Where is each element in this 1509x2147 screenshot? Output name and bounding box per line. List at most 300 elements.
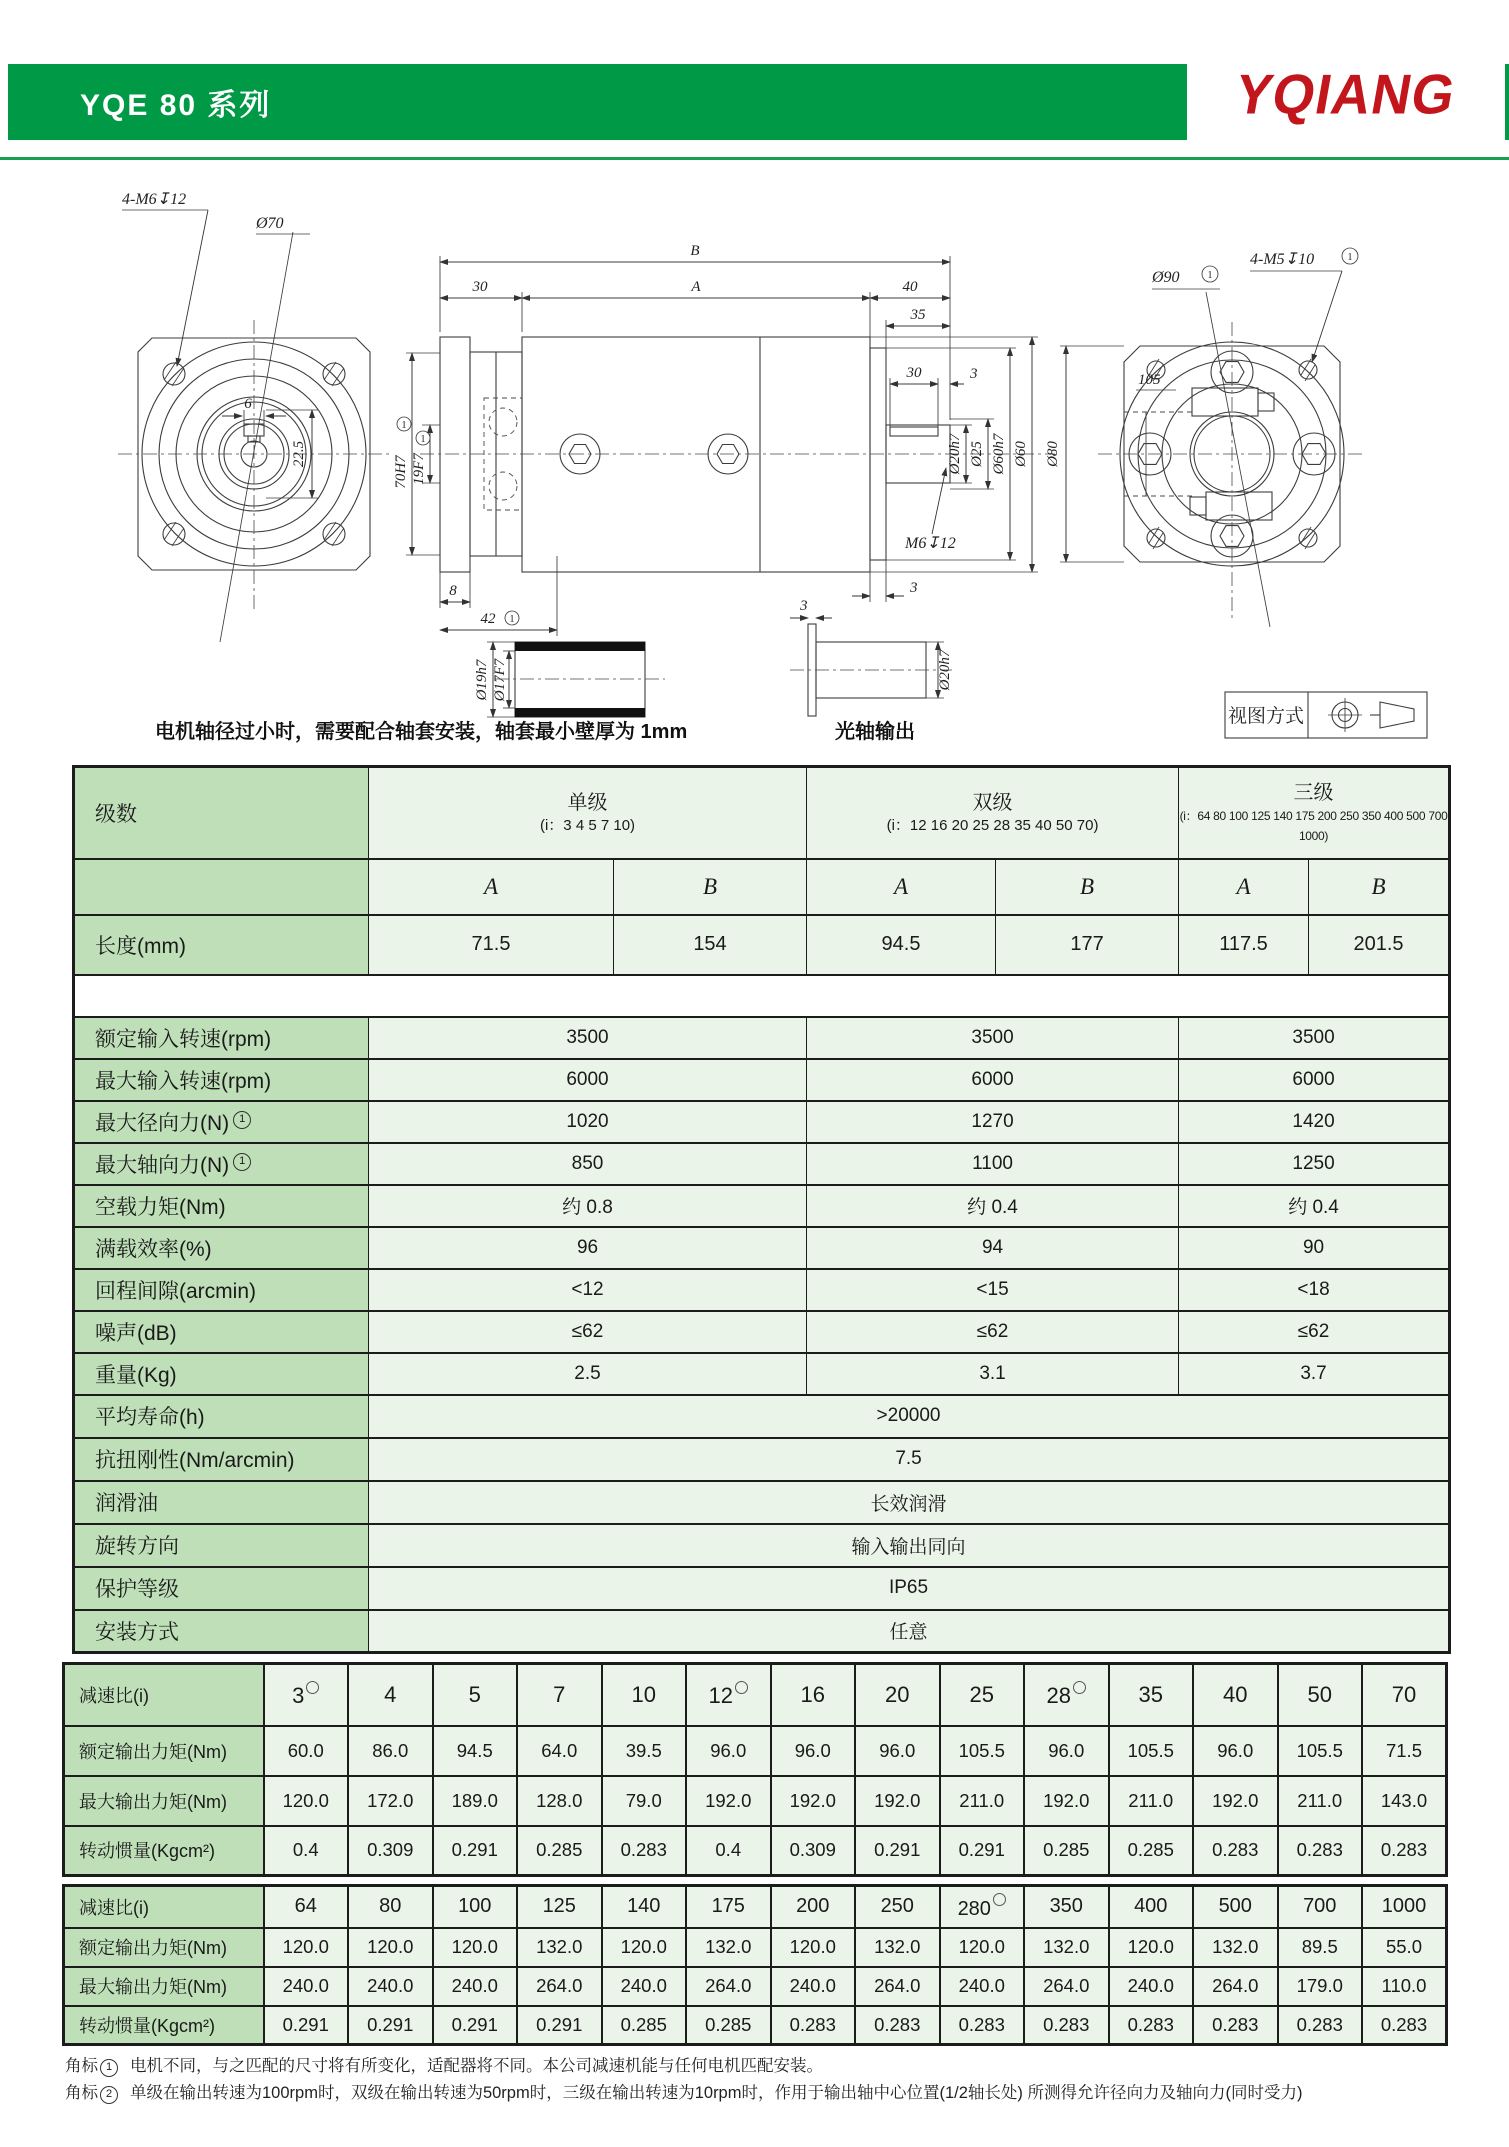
ratio-value-cell [1362, 1776, 1447, 1826]
ratio-header-cell [602, 1886, 687, 1928]
ratio-value: 0.283 [958, 2013, 1005, 2035]
ratio-value: 192.0 [1043, 1789, 1090, 1811]
spec-length-label: 长度(mm) [74, 915, 369, 975]
ratio-header-cell [602, 1664, 687, 1726]
ratio-value: 132.0 [874, 1936, 921, 1957]
ratio-value-cell [517, 1776, 602, 1826]
ratio-value: 132.0 [705, 1936, 752, 1957]
ratio-value: 120.0 [958, 1936, 1005, 1957]
ratio-value: 120.0 [282, 1789, 329, 1811]
footnote-1-mark-icon: 1 [100, 2059, 118, 2077]
ratio-value-cell [940, 1826, 1025, 1876]
spec-value: 1420 [1292, 1110, 1335, 1132]
ratio-value: 0.291 [367, 2013, 414, 2035]
ratio-header-cell [1278, 1886, 1363, 1928]
ratio-value: 0.283 [789, 2013, 836, 2035]
spec-ab-row [74, 859, 1450, 915]
spec-row-label-text: 保护等级 [95, 1578, 179, 1601]
ratio-row [64, 1928, 1447, 1967]
shaft-output-caption: 光轴输出 [835, 721, 915, 743]
footnote-ref-icon: 1 [509, 614, 515, 625]
ratio-value: 100 [458, 1895, 492, 1918]
ratio-value: 28 [1046, 1682, 1071, 1708]
spec-value: 约 0.8 [562, 1197, 613, 1218]
dim-key-height: 22.5 [291, 440, 307, 468]
ratio-header-cell [940, 1886, 1025, 1928]
ratio-header-cell [348, 1886, 433, 1928]
spec-value-cell [1179, 1143, 1450, 1185]
dim-42: 42 [480, 611, 496, 627]
spec-value: 3.7 [1300, 1362, 1327, 1384]
ratio-row-label-text: 减速比(i) [79, 1685, 149, 1706]
ratio-value: 0.283 [1296, 1839, 1343, 1861]
ratio-value-cell [602, 1726, 687, 1776]
ratio-value-cell [1193, 1776, 1278, 1826]
spec-row-label-text: 旋转方向 [95, 1535, 179, 1558]
ratio-row [64, 2006, 1447, 2045]
spec-value: 2.5 [574, 1362, 601, 1384]
bore-19f7-label: 19F7 [411, 453, 427, 485]
ratio-row-label [64, 1826, 264, 1876]
ratio-row-label-text: 额定输出力矩(Nm) [79, 1741, 227, 1762]
shaft-dia-label: Ø20h7 [937, 649, 953, 691]
ratio-header-cell [433, 1886, 518, 1928]
ratio-value: 50 [1307, 1681, 1332, 1707]
brand-logo [1187, 40, 1505, 150]
spec-fullwidth-row [74, 1481, 1450, 1524]
ratio-value: 264.0 [536, 1975, 583, 1996]
ratio-value-cell [1109, 1928, 1194, 1967]
spec-fullwidth-row [74, 1438, 1450, 1481]
ratio-value-cell [1109, 2006, 1194, 2045]
ratio-row-label-text: 减速比(i) [79, 1897, 149, 1918]
ratio-value: 0.283 [620, 1839, 667, 1861]
ratio-value: 0.291 [874, 1839, 921, 1861]
ratio-value: 211.0 [1297, 1789, 1343, 1811]
ratio-value-cell [771, 1967, 856, 2006]
ratio-value: 94.5 [456, 1739, 493, 1761]
spec-length-row [74, 915, 1450, 975]
spec-row-label-text: 润滑油 [95, 1492, 158, 1515]
dim-key-width: 6 [244, 396, 252, 412]
front-flange-dia-label: Ø70 [256, 215, 284, 232]
spec-value: <15 [976, 1278, 1009, 1300]
ratio-value-cell [855, 2006, 940, 2045]
footnote-ref-icon: 1 [1347, 252, 1353, 263]
ratio-header-cell [940, 1664, 1025, 1726]
spec-merged-value-cell [369, 1481, 1450, 1524]
ratio-value: 264.0 [874, 1975, 921, 1996]
ratio-value-cell [771, 2006, 856, 2045]
spec-value-cell [369, 1185, 807, 1227]
spec-data-row [74, 1059, 1450, 1101]
spec-ab-empty-cell [74, 859, 369, 915]
spec-value: ≤62 [976, 1320, 1009, 1342]
spec-data-row [74, 1227, 1450, 1269]
spec-value-cell [807, 1311, 1179, 1353]
ratio-row-label [64, 1928, 264, 1967]
spec-value: 90 [1302, 1236, 1325, 1258]
spec-value-cell [807, 1059, 1179, 1101]
ratio-value-cell [855, 1776, 940, 1826]
spec-value-cell [369, 1101, 807, 1143]
ratio-value: 140 [627, 1895, 661, 1918]
ratio-header-cell [771, 1664, 856, 1726]
ratio-value-cell [433, 2006, 518, 2045]
ratio-value-cell [1024, 1826, 1109, 1876]
ratio-value: 350 [1049, 1895, 1083, 1918]
spec-value: 3500 [1292, 1026, 1335, 1048]
spec-value: ≤62 [1297, 1320, 1330, 1342]
spec-value-cell [1179, 1227, 1450, 1269]
ratio-value-cell [517, 1726, 602, 1776]
ratio-header-cell [1193, 1664, 1278, 1726]
spec-data-row [74, 1311, 1450, 1353]
spec-value-cell [369, 1227, 807, 1269]
shaft-dim-3: 3 [800, 598, 808, 614]
ratio-header-cell [686, 1664, 771, 1726]
ratio-header-cell [855, 1886, 940, 1928]
ratio-row [64, 1826, 1447, 1876]
ratio-value-cell [1278, 1928, 1363, 1967]
ratio-value-cell [771, 1826, 856, 1876]
ratio-value: 3 [292, 1682, 305, 1708]
spec-value: 6000 [566, 1068, 609, 1090]
ratio-header-cell [1024, 1664, 1109, 1726]
ratio-value-cell [348, 1967, 433, 2006]
ratio-value-cell [1278, 2006, 1363, 2045]
spec-row-label-text: 抗扭刚性(Nm/arcmin) [95, 1449, 295, 1472]
spec-fullwidth-row [74, 1567, 1450, 1610]
spec-data-row [74, 1353, 1450, 1395]
ratio-value-cell [1024, 1967, 1109, 2006]
spec-value: 约 0.4 [967, 1197, 1018, 1218]
ratio-value: 400 [1134, 1895, 1168, 1918]
spec-fullwidth-row [74, 1395, 1450, 1438]
footnote-ref-icon: 1 [401, 420, 407, 431]
ratio-value: 240.0 [789, 1975, 836, 1996]
spec-value: 1100 [972, 1152, 1013, 1174]
ratio-value-cell [940, 1967, 1025, 2006]
ratio-value: 25 [969, 1681, 994, 1707]
ratio-value-cell [348, 2006, 433, 2045]
spec-row-label-text: 空载力矩(Nm) [95, 1195, 226, 1219]
ratio-row-label-text: 额定输出力矩(Nm) [79, 1938, 227, 1958]
ratio-value: 240.0 [1127, 1975, 1174, 1996]
spec-value-cell [807, 1143, 1179, 1185]
spec-row-label-text: 噪声(dB) [95, 1321, 177, 1345]
spec-row-label [74, 1101, 369, 1143]
footnote-ref-icon: 1 [233, 1111, 251, 1129]
spec-value: 6000 [1292, 1068, 1335, 1090]
ratio-value-cell [1193, 1826, 1278, 1876]
ratio-value: 120.0 [1127, 1936, 1174, 1957]
ratio-value: 192.0 [1212, 1789, 1259, 1811]
spec-value: 3.1 [979, 1362, 1006, 1384]
spec-merged-value-cell [369, 1395, 1450, 1438]
spec-data-row [74, 1101, 1450, 1143]
ratio-value: 240.0 [282, 1975, 329, 1996]
ratio-value: 0.283 [1043, 2013, 1090, 2035]
preferred-mark-icon [1073, 1681, 1086, 1694]
spec-value: 1250 [1292, 1152, 1335, 1174]
ratio-value-cell [1278, 1967, 1363, 2006]
ratio-value: 0.283 [1380, 1839, 1428, 1861]
ratio-row-label [64, 1726, 264, 1776]
ratio-value: 96.0 [1217, 1739, 1254, 1761]
spec-value-cell [807, 1101, 1179, 1143]
ratio-value: 175 [711, 1895, 745, 1918]
bushing-note: 电机轴径过小时，需要配合轴套安装，轴套最小壁厚为 1mm [155, 721, 688, 743]
ratio-value: 4 [384, 1681, 397, 1707]
spec-row-label-text: 额定输入转速(rpm) [95, 1027, 272, 1051]
spacer-row [74, 975, 1450, 1017]
ratio-value: 192.0 [789, 1789, 836, 1811]
ratio-value: 0.283 [1212, 2013, 1259, 2035]
ratio-value-cell [686, 1967, 771, 2006]
ratio-value-cell [686, 2006, 771, 2045]
ratio-value: 0.291 [282, 2013, 329, 2035]
ratio-value-cell [1362, 2006, 1447, 2045]
ratio-value: 240.0 [958, 1975, 1005, 1996]
ratio-value: 280 [957, 1897, 991, 1920]
dia-60h7-label: Ø60h7 [991, 433, 1007, 475]
spec-row-label-text: 最大输入转速(rpm) [95, 1069, 272, 1093]
footnote-ref-icon: 1 [420, 434, 426, 445]
ratio-value-cell [686, 1776, 771, 1826]
spec-value-cell [369, 1017, 807, 1059]
ratio-value: 132.0 [1212, 1936, 1259, 1957]
ratio-value-cell [1278, 1826, 1363, 1876]
ratio-value-cell [1024, 2006, 1109, 2045]
spec-value: 1270 [971, 1110, 1014, 1132]
spec-value-cell [369, 1143, 807, 1185]
spacer-cell [74, 975, 1450, 1017]
dim-3: 3 [910, 580, 918, 596]
spec-row-label-text: 回程间隙(arcmin) [95, 1279, 256, 1303]
ratio-value-cell [1362, 1726, 1447, 1776]
spec-value-cell [807, 1353, 1179, 1395]
length-value: 177 [996, 915, 1179, 975]
ratio-value-cell [602, 2006, 687, 2045]
spec-value-cell [1179, 1185, 1450, 1227]
ratio-value: 12 [708, 1682, 733, 1708]
spec-value-cell [1179, 1059, 1450, 1101]
ratio-value: 96.0 [794, 1739, 831, 1761]
ratio-value: 35 [1138, 1681, 1163, 1707]
bushing-outer-dia-label: Ø19h7 [474, 659, 490, 701]
ratio-value: 0.4 [715, 1839, 742, 1861]
dim-35: 35 [910, 307, 926, 323]
dim-40: 40 [902, 279, 918, 295]
spec-value: 输入输出同向 [851, 1536, 966, 1558]
spec-row-label [74, 1017, 369, 1059]
ratio-value: 96.0 [710, 1739, 747, 1761]
ratio-value-cell [1278, 1726, 1363, 1776]
ratio-value-cell [1109, 1776, 1194, 1826]
rear-bolt-label: 4-M5↧10 [1250, 251, 1315, 268]
spec-row-label-text: 满载效率(%) [95, 1237, 212, 1261]
ratio-value: 105.5 [1127, 1739, 1174, 1761]
ratio-header-cell [1362, 1886, 1447, 1928]
technical-drawings [60, 172, 1450, 760]
ratio-value-cell [1193, 1928, 1278, 1967]
ratio-row-label-text: 转动惯量(Kgcm²) [79, 1841, 215, 1862]
page-title: YQE 80 系列 [80, 89, 272, 122]
ratio-value: 0.283 [1380, 2013, 1428, 2035]
ratio-value-cell [1024, 1726, 1109, 1776]
column-b-header: B [614, 859, 807, 915]
spec-row-label [74, 1185, 369, 1227]
spec-value-cell [1179, 1101, 1450, 1143]
ratio-value: 0.291 [451, 2013, 498, 2035]
ratio-table-1 [62, 1662, 1448, 1877]
ratio-value: 105.5 [958, 1739, 1005, 1761]
ratio-value-cell [940, 1726, 1025, 1776]
spec-table [72, 765, 1451, 1654]
ratio-value: 0.283 [1212, 1839, 1259, 1861]
ratio-value-cell [771, 1726, 856, 1776]
ratio-value: 120.0 [620, 1936, 667, 1957]
ratio-value: 189.0 [451, 1789, 498, 1811]
ratio-value: 192.0 [705, 1789, 752, 1811]
pilot-70h7-label: 70H7 [393, 455, 409, 489]
header-divider [0, 157, 1509, 160]
ratio-row-label-text: 转动惯量(Kgcm²) [79, 2015, 215, 2036]
spec-data-row [74, 1017, 1450, 1059]
ratio-value: 179.0 [1296, 1975, 1343, 1996]
ratio-row-label [64, 1967, 264, 2006]
ratio-value-cell [1193, 2006, 1278, 2045]
ratio-value: 128.0 [536, 1789, 583, 1811]
ratio-value-cell [686, 1826, 771, 1876]
length-value: 154 [614, 915, 807, 975]
spec-row-label [74, 1353, 369, 1395]
ratio-value-cell [1362, 1826, 1447, 1876]
spec-value: 96 [576, 1236, 599, 1258]
ratio-value-cell [1109, 1726, 1194, 1776]
ratio-value-cell [517, 1826, 602, 1876]
ratio-value: 7 [553, 1681, 566, 1707]
brand-logo-text: YQIANG [1230, 63, 1462, 127]
spec-value: ≤62 [571, 1320, 604, 1342]
ratio-value-cell [1278, 1776, 1363, 1826]
ratio-header-cell [686, 1886, 771, 1928]
front-view-drawing [118, 191, 390, 642]
ratio-row [64, 1664, 1447, 1726]
ratio-row-label [64, 1886, 264, 1928]
ratio-value: 64.0 [541, 1739, 578, 1761]
ratio-value-cell [348, 1826, 433, 1876]
ratio-value: 125 [542, 1895, 576, 1918]
spec-row-label [74, 1567, 369, 1610]
spec-data-row [74, 1269, 1450, 1311]
ratio-value-cell [264, 1967, 349, 2006]
ratio-header-cell [517, 1664, 602, 1726]
footnote-text: 电机不同，与之匹配的尺寸将有所变化，适配器将不同。本公司减速机能与任何电机匹配安装。 [130, 2057, 823, 2075]
spec-group-triple-stage: 三级 (i：64 80 100 125 140 175 200 250 350 400 500 700 1000) [1179, 767, 1450, 859]
spec-value-cell [369, 1059, 807, 1101]
ratio-header-cell [771, 1886, 856, 1928]
spec-data-row [74, 1185, 1450, 1227]
ratio-value: 120.0 [367, 1936, 414, 1957]
spec-value-cell [369, 1269, 807, 1311]
spec-value-cell [369, 1353, 807, 1395]
ratio-value: 105.5 [1296, 1739, 1343, 1761]
column-a-header: A [1179, 859, 1309, 915]
ratio-value-cell [602, 1928, 687, 1967]
ratio-value: 211.0 [1128, 1789, 1174, 1811]
ratio-value-cell [686, 1928, 771, 1967]
preferred-mark-icon [735, 1681, 748, 1694]
ratio-header-cell [1024, 1886, 1109, 1928]
spec-value-cell [1179, 1311, 1450, 1353]
spec-group-double-stage: 双级 (i：12 16 20 25 28 35 40 50 70) [807, 767, 1179, 859]
column-b-header: B [1309, 859, 1450, 915]
spec-value: IP65 [888, 1577, 929, 1598]
ratio-value: 0.309 [367, 1839, 414, 1861]
ratio-value: 0.285 [705, 2013, 752, 2035]
rear-view-drawing [1045, 248, 1366, 627]
ratio-value: 200 [796, 1895, 830, 1918]
ratio-value: 120.0 [789, 1936, 836, 1957]
column-a-header: A [369, 859, 614, 915]
ratio-value: 0.309 [789, 1839, 836, 1861]
front-bolt-label: 4-M6↧12 [122, 191, 187, 208]
ratio-value-cell [1024, 1928, 1109, 1967]
spec-value-cell [369, 1311, 807, 1353]
ratio-header-cell [348, 1664, 433, 1726]
spec-row-label [74, 1059, 369, 1101]
ratio-row [64, 1726, 1447, 1776]
length-value: 117.5 [1179, 915, 1309, 975]
ratio-value: 0.283 [1296, 2013, 1343, 2035]
ratio-value-cell [348, 1776, 433, 1826]
footnote-text: 单级在输出转速为100rpm时，双级在输出转速为50rpm时，三级在输出转速为10rpm时，作用于输出轴中心位置(1/2轴长处) 所测得允许径向力及轴向力(同时受力) [130, 2084, 1303, 2102]
ratio-value-cell [264, 2006, 349, 2045]
spec-fullwidth-row [74, 1524, 1450, 1567]
ratio-value-cell [264, 1776, 349, 1826]
ratio-value-cell [433, 1826, 518, 1876]
spec-header-level: 级数 [74, 767, 369, 859]
spec-value: 长效润滑 [870, 1493, 947, 1515]
ratio-header-cell [264, 1886, 349, 1928]
ratio-value-cell [602, 1776, 687, 1826]
ratio-header-cell [1193, 1886, 1278, 1928]
column-b-header: B [996, 859, 1179, 915]
spec-row-label [74, 1438, 369, 1481]
ratio-value: 264.0 [705, 1975, 752, 1996]
ratio-value-cell [771, 1776, 856, 1826]
ratio-value: 132.0 [536, 1936, 583, 1957]
ratio-value-cell [1362, 1967, 1447, 2006]
ratio-value-cell [517, 1928, 602, 1967]
ratio-value: 240.0 [620, 1975, 667, 1996]
ratio-value-cell [940, 2006, 1025, 2045]
spec-value-cell [807, 1227, 1179, 1269]
ratio-value-cell [686, 1726, 771, 1776]
spec-row-label [74, 1143, 369, 1185]
footnote-1 [65, 2052, 823, 2077]
spec-fullwidth-row [74, 1610, 1450, 1653]
spec-value: 6000 [971, 1068, 1014, 1090]
tap-label: M6↧12 [905, 535, 956, 552]
spec-group-single-stage: 单级 (i：3 4 5 7 10) [369, 767, 807, 859]
ratio-value: 80 [379, 1895, 402, 1918]
ratio-value-cell [1109, 1967, 1194, 2006]
bushing-inner-dia-label: Ø17F7 [492, 658, 508, 702]
footnote-2-mark-icon: 2 [100, 2086, 118, 2104]
